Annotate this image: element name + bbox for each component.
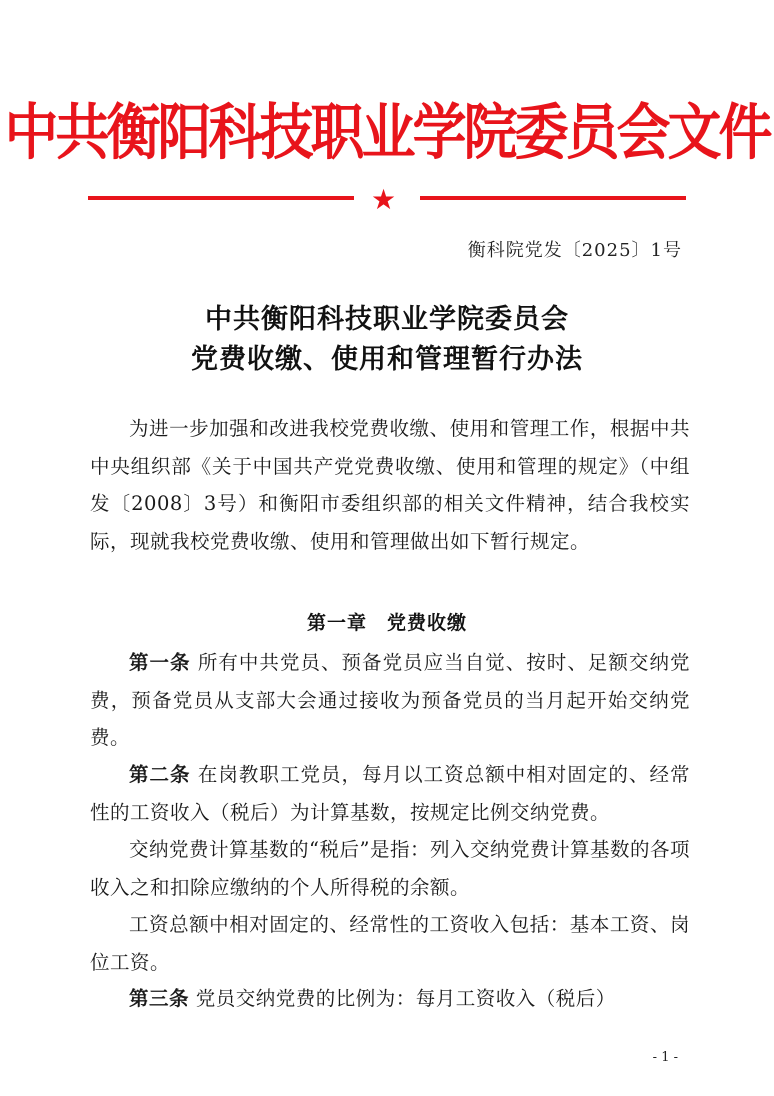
- red-rule-left: [88, 196, 354, 200]
- article-2-text: 在岗教职工党员，每月以工资总额中相对固定的、经常性的工资收入（税后）为计算基数，按规定比例交纳党费。: [90, 763, 690, 824]
- article-1-label: 第一条: [129, 651, 191, 674]
- red-star-icon: ★: [371, 183, 397, 216]
- preamble-paragraph: 为进一步加强和改进我校党费收缴、使用和管理工作，根据中共中央组织部《关于中国共产党党费收缴、使用和管理的规定》（中组发〔2008〕3号）和衡阳市委组织部的相关文件精神，结合我校实际，现就我校党费收缴、使用和管理做出如下暂行规定。: [90, 417, 690, 553]
- article-1-text: 所有中共党员、预备党员应当自觉、按时、足额交纳党费，预备党员从支部大会通过接收为预备党员的当月起开始交纳党费。: [90, 651, 690, 749]
- article-2-label: 第二条: [129, 763, 191, 786]
- article-2-paragraph: [90, 756, 690, 831]
- tax-note-paragraph: 交纳党费计算基数的“税后”是指：列入交纳党费计算基数的各项收入之和扣除应缴纳的个人所得税的余额。: [90, 838, 690, 899]
- chapter-heading: 第一章 党费收缴: [306, 612, 467, 634]
- page-number: - 1 -: [652, 1050, 678, 1065]
- article-3-label: 第三条: [129, 987, 190, 1010]
- article-3-paragraph: [90, 980, 690, 1018]
- article-3-text: 党员交纳党费的比例为：每月工资收入（税后）: [195, 987, 616, 1010]
- document-title-line1: 中共衡阳科技职业学院委员会: [205, 304, 569, 335]
- document-number: 衡科院党发〔2025〕1号: [467, 240, 682, 261]
- red-rule-right: [420, 196, 686, 200]
- document-title-line2: 党费收缴、使用和管理暂行办法: [191, 344, 583, 375]
- salary-note-paragraph: 工资总额中相对固定的、经常性的工资收入包括：基本工资、岗位工资。: [90, 913, 690, 974]
- article-1-paragraph: [90, 644, 690, 757]
- masthead-title: 中共衡阳科技职业学院委员会文件: [4, 97, 770, 168]
